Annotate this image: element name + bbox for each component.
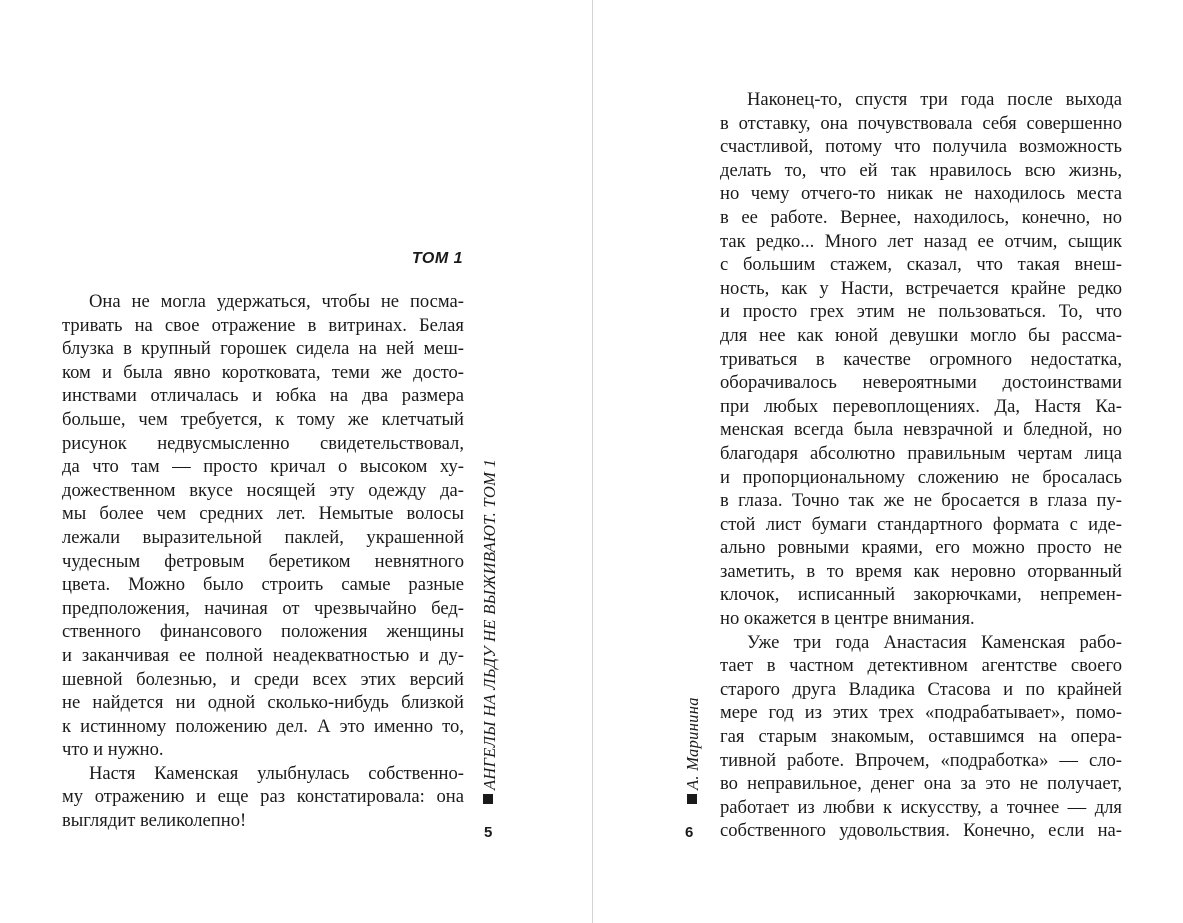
text-line: и заканчивая ее полной неадекватностью и ду- (62, 644, 464, 666)
text-line: инствами отличалась и юбка на два размера (62, 385, 464, 407)
text-line: и просто грех этим не пользоваться. То, что (720, 301, 1122, 323)
text-line: му отражению и еще раз констатировала: она (62, 786, 464, 808)
text-line: гая старым знакомым, оставшимся на опера- (720, 726, 1122, 748)
running-head: ТОМ 1 (411, 250, 463, 267)
text-line: не найдется ни одной сколько-нибудь близкой (62, 692, 464, 714)
text-line: шевной болезнью, и среди всех этих версий (62, 668, 464, 690)
text-line: рисунок недвусмысленно свидетельствовал, (62, 432, 464, 454)
text-line: оборачивалось невероятными достоинствами (720, 372, 1122, 394)
text-line: работает из любви к искусству, а точнее — для (720, 796, 1122, 818)
text-line: мере год из этих трех «подрабатывает», помо- (720, 702, 1122, 724)
text-line: блузка в крупный горошек сидела на ней меш- (62, 338, 464, 360)
left-body-text (62, 290, 464, 833)
text-line: клочок, исписанный закорючками, непремен- (720, 584, 1122, 606)
page-number: 5 (484, 824, 493, 841)
text-line: мы более чем средних лет. Немытые волосы (62, 503, 464, 525)
text-line: ность, как у Насти, встречается крайне редко (720, 277, 1122, 299)
text-line: предположения, начиная от чрезвычайно бед- (62, 597, 464, 619)
text-line: в глаза. Точно так же не бросается в глаза пу- (720, 490, 1122, 512)
text-line: для нее как юной девушки могло бы рассма- (720, 324, 1122, 346)
text-line: при любых перевоплощениях. Да, Настя Ка- (720, 395, 1122, 417)
text-line: Уже три года Анастасия Каменская рабо- (747, 631, 1122, 653)
text-line: триваться в качестве огромного недостатка, (720, 348, 1122, 370)
text-line: во неправильное, денег она за это не получает, (720, 773, 1122, 795)
text-line: Она не могла удержаться, чтобы не посма- (89, 291, 464, 312)
text-line: счастливой, потому что получила возможность (720, 136, 1122, 158)
text-line: менская всегда была невзрачной и бледной, но (720, 419, 1122, 441)
text-line: но окажется в центре внимания. (720, 608, 975, 630)
square-marker-icon (687, 794, 697, 804)
square-marker-icon (483, 794, 493, 804)
text-line: что и нужно. (62, 739, 164, 761)
text-line: с большим стажем, сказал, что такая внеш- (720, 254, 1122, 276)
text-line: выглядит великолепно! (62, 810, 247, 832)
text-line: так редко... Много лет назад ее отчим, сыщик (720, 230, 1122, 252)
text-line: тивной работе. Впрочем, «подработка» — сло- (720, 749, 1122, 771)
text-line: чудесным фетровым беретиком невнятного (62, 550, 464, 572)
text-line: дожественном вкусе носящей эту одежду да- (62, 479, 464, 501)
text-line: да что там — просто кричал о высоком ху- (62, 456, 464, 478)
vertical-author-name: А. Маринина (683, 697, 702, 790)
text-line: Настя Каменская улыбнулась собственно- (89, 762, 464, 784)
text-line: старого друга Владика Стасова и по крайней (720, 678, 1122, 700)
text-line: стой лист бумаги стандартного формата с иде- (720, 513, 1122, 535)
vertical-book-title: АНГЕЛЫ НА ЛЬДУ НЕ ВЫЖИВАЮТ. ТОМ 1 (480, 458, 499, 790)
text-line: собственного удовольствия. Конечно, если на- (720, 820, 1122, 842)
text-line: и пропорциональному сложению не бросалась (720, 466, 1122, 488)
page-number: 6 (685, 824, 694, 841)
text-line: больше, чем требуется, к тому же клетчатый (62, 408, 464, 430)
text-line: благодаря абсолютно правильным чертам лица (720, 442, 1122, 464)
text-line: ком и была явно коротковата, теми же досто- (62, 361, 464, 383)
text-line: лежали выразительной паклей, украшенной (62, 526, 464, 548)
text-line: Наконец-то, спустя три года после выхода (747, 89, 1122, 110)
text-line: ственного финансового положения женщины (62, 621, 464, 643)
text-line: ально ровными краями, его можно просто не (720, 537, 1122, 559)
text-line: делать то, что ей так нравилось всю жизнь, (720, 159, 1122, 181)
text-line: но чему отчего-то никак не находилось места (720, 183, 1122, 205)
text-line: цвета. Можно было строить самые разные (62, 574, 464, 596)
right-body-text (720, 88, 1122, 843)
text-line: в ее работе. Вернее, находилось, конечно, но (720, 206, 1122, 228)
text-line: в отставку, она почувствовала себя совершенно (720, 112, 1122, 134)
text-line: тривать на свое отражение в витринах. Белая (62, 314, 464, 336)
text-line: к истинному положению дел. А это именно то, (62, 715, 464, 737)
text-line: тает в частном детективном агентстве своего (720, 655, 1122, 677)
text-line: заметить, в то время как неровно оторванный (720, 560, 1122, 582)
